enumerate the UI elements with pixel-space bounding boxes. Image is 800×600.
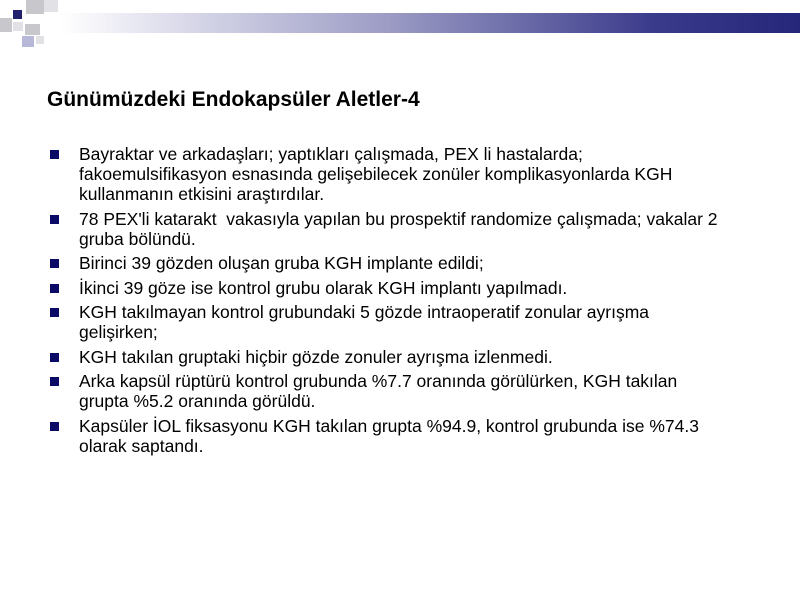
bullet-text: KGH takılmayan kontrol grubundaki 5 gözde intraoperatif zonular ayrışma gelişirken; bbox=[79, 302, 650, 342]
bullet-text: 78 PEX'li katarakt vakasıyla yapılan bu prospektif randomize çalışmada; vakalar 2 gruba bölündü. bbox=[79, 208, 723, 249]
bullet-text: Arka kapsül rüptürü kontrol grubunda %7.7 oranında görülürken, KGH takılan grupta %5.2 oranında görüldü. bbox=[79, 371, 678, 411]
bullet-text: KGH takılan gruptaki hiçbir gözde zonuler ayrışma izlenmedi. bbox=[79, 346, 553, 367]
bullet-item bbox=[47, 209, 727, 249]
decor-square bbox=[22, 36, 34, 47]
bullet-text: İkinci 39 göze ise kontrol grubu olarak KGH implantı yapılmadı. bbox=[79, 277, 568, 298]
square-bullet-icon bbox=[50, 215, 59, 224]
decor-square bbox=[44, 0, 58, 12]
decor-square bbox=[26, 0, 44, 14]
decor-square bbox=[0, 18, 12, 32]
bullet-item bbox=[47, 144, 727, 204]
bullet-item bbox=[47, 371, 727, 411]
header-gradient-bar bbox=[60, 13, 800, 33]
square-bullet-icon bbox=[50, 353, 59, 362]
decor-square bbox=[13, 22, 23, 31]
bullet-text: Birinci 39 gözden oluşan gruba KGH implante edildi; bbox=[79, 253, 484, 273]
bullet-item bbox=[47, 416, 727, 456]
bullet-text: Kapsüler İOL fiksasyonu KGH takılan grupta %94.9, kontrol grubunda ise %74.3 olarak saptandı. bbox=[79, 415, 699, 456]
square-bullet-icon bbox=[50, 377, 59, 386]
bullet-text: Bayraktar ve arkadaşları; yaptıkları çalışmada, PEX li hastalarda; fakoemulsifikasyon esnasında gelişebilecek zonüler komplikasyonlarda KGH kullanmanın etkisini araştırdılar. bbox=[79, 144, 673, 204]
square-bullet-icon bbox=[50, 422, 59, 431]
bullet-item bbox=[47, 302, 727, 342]
square-bullet-icon bbox=[50, 308, 59, 317]
decor-square bbox=[13, 10, 22, 19]
bullet-item bbox=[47, 253, 727, 273]
bullet-item bbox=[47, 347, 727, 367]
decor-square bbox=[25, 24, 40, 35]
square-bullet-icon bbox=[50, 284, 59, 293]
square-bullet-icon bbox=[50, 259, 59, 268]
bullet-item bbox=[47, 278, 727, 298]
bullet-list bbox=[47, 144, 727, 460]
square-bullet-icon bbox=[50, 150, 59, 159]
decor-square bbox=[36, 36, 44, 44]
slide-title: Günümüzdeki Endokapsüler Aletler-4 bbox=[47, 88, 420, 111]
